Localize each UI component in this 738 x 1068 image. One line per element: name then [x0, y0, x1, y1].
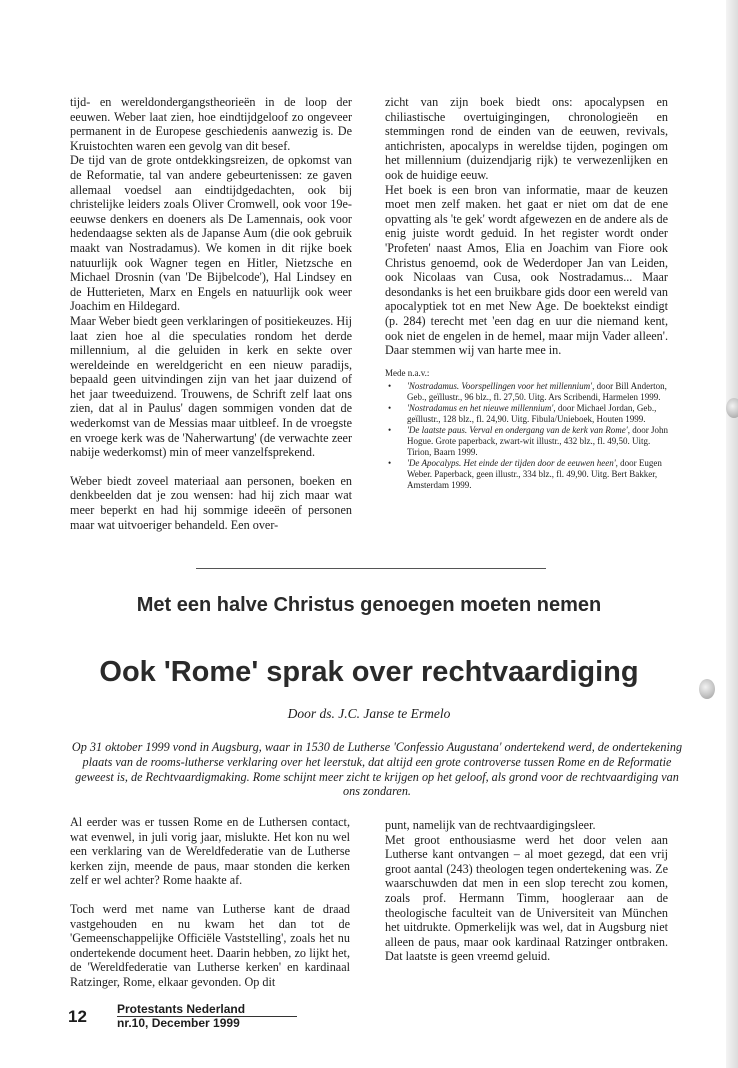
book-title: 'De laatste paus. Verval en ondergang van de kerk van Rome', [407, 424, 630, 435]
book-title: 'Nostradamus en het nieuwe millennium', [407, 402, 556, 413]
paragraph: zicht van zijn boek biedt ons: apocalypsen en chiliastische overtuigingingen, chronologieën en stemmingen rond de einden van de eeuwen, revivals, antichristen, apocalyps in wereldse tijden, pogingen om het millennium (duizendjarig rijk) te verwezenlijken en ook de huidige eeuw. [385, 95, 668, 182]
page-number: 12 [68, 1007, 87, 1026]
publication-name: Protestants Nederland [117, 1003, 297, 1017]
article-headline: Ook 'Rome' sprak over rechtvaardiging [99, 656, 639, 688]
page-edge-shadow [726, 0, 738, 1068]
book-item [385, 381, 668, 403]
book-title: 'Nostradamus. Voorspellingen voor het millennium', [407, 380, 595, 391]
article-lead: Op 31 oktober 1999 vond in Augsburg, waar in 1530 de Lutherse 'Confessio Augustana' ondertekend werd, de ondertekening plaats van de rooms-lutherse verklaring over het leerstuk, dat altijd een grote controverse tussen Rome en de Reformatie geweest is, de Rechtvaardigmaking. Rome schijnt meer zicht te krijgen op het geloof, als grond voor de rechtvaardiging van ons zondaren. [71, 740, 683, 799]
article-right-column [385, 818, 668, 964]
article-kicker: Met een halve Christus genoegen moeten nemen [136, 594, 602, 616]
paragraph: De tijd van de grote ontdekkingsreizen, de opkomst van de Reformatie, tal van andere gebeurtenissen: ze gaven allemaal voedsel aan eindtijdgedachten, ook bij christelijke leiders zoals Oliver Cromwell, ook voor 19e-eeuwse denkers en doeners als De Lamennais, ook voor hedendaagse sekten als de Japanse Aum (die ook gebruik maakt van Nostradamus). We komen in dit rijke boek natuurlijk ook Wagner tegen en Hitler, Nietzsche en Michael Drosnin (van 'De Bijbelcode'), Hal Lindsey en de Hutterieten, Marx en Engels en natuurlijk ook weer Joachim en Hildegard. [70, 153, 352, 314]
book-title: 'De Apocalyps. Het einde der tijden door de eeuwen heen', [407, 457, 618, 468]
book-details: door Eugen Weber. Paperback, geen illustr., 334 blz., fl. 49,90. Uitg. Bert Bakker, Amsterdam 1999. [407, 457, 662, 490]
punch-hole-upper [726, 398, 738, 418]
top-left-column [70, 95, 352, 532]
book-item [385, 458, 668, 491]
book-list [385, 381, 668, 491]
paragraph: Het boek is een bron van informatie, maar de keuzen moet men zelf maken. het gaat er niet om dat de ene opvatting als 'te gek' wordt afgewezen en de andere als de enig juiste wordt geduid. In het register wordt onder 'Profeten' naast Amos, Elia en Joachim van Fiore ook Christus genoemd, ook de Wederdoper Jan van Leiden, ook Nicolaas van Cusa, ook Nostradamus... Maar desondanks is het een bruikbare gids door een wereld van apocalyptiek tot en met New Age. De boektekst eindigt (p. 284) terecht met 'een dag en uur die niemand kent, ook niet de engelen in de hemel, maar mijn Vader alleen'. Daar stemmen wij van harte mee in. [385, 182, 668, 358]
book-details: door John Hogue. Grote paperback, zwart-wit illustr., 432 blz., fl. 49,50. Uitg. Tirion, Baarn 1999. [407, 424, 668, 457]
book-details: door Michael Jordan, Geb., geïllustr., 128 blz., fl. 24,90. Uitg. Fibula/Unieboek, Houten 1999. [407, 402, 657, 424]
paragraph: punt, namelijk van de rechtvaardigingsleer. [385, 818, 596, 832]
article-left-column [70, 815, 350, 990]
paragraph: Al eerder was er tussen Rome en de Luthersen contact, wat evenwel, in juli vorig jaar, mislukte. Het kon nu wel een verklaring van de Wereldfederatie van de Lutherse kerken zijn, meende de paus, maar stonden die kerken zelf er wel achter? Rome haakte af. [70, 815, 350, 888]
article-byline: Door ds. J.C. Janse te Ermelo [287, 706, 451, 721]
paragraph: tijd- en wereldondergangstheorieën in de loop der eeuwen. Weber laat zien, hoe eindtijdgeloof zo ongeveer permanent in de Europese geschiedenis aanwezig is. De Kruistochten waren een gevolg van dit besef. [70, 95, 352, 153]
book-item [385, 425, 668, 458]
book-details: door Bill Anderton, Geb., geïllustr., 96 blz., fl. 27,50. Uitg. Ars Scribendi, Harmelen 1999. [407, 380, 667, 402]
book-item [385, 403, 668, 425]
book-notes [385, 368, 668, 491]
notes-heading: Mede n.a.v.: [385, 367, 430, 378]
issue-info: nr.10, December 1999 [117, 1016, 240, 1030]
publication-footer [117, 1003, 297, 1030]
paragraph: Met groot enthousiasme werd het door velen aan Lutherse kant ontvangen – al moet gezegd, dat een vrij groot aantal (243) theologen tegen ondertekening was. Ze waarschuwden dat men in een slop terecht zou komen, zoals prof. Hermann Timm, hoogleraar aan de theologische faculteit van de Universiteit van München het uitdrukte. Opmerkelijk was wel, dat in Augsburg niet alleen de paus, maar ook kardinaal Ratzinger ontbraken. Dat laatste is geen vreemd geluid. [385, 832, 668, 964]
top-right-column [385, 95, 668, 491]
paragraph: Toch werd met name van Lutherse kant de draad vastgehouden en nu kwam het dan tot de 'Gemeenschappelijke Officiële Vaststelling', zoals het nu ondertekende document heet. Daarin hebben, zo lijkt het, de 'Wereldfederatie van Lutherse kerken' en kardinaal Ratzinger, Rome, elkaar gevonden. Op dit [70, 901, 350, 989]
section-divider [196, 568, 546, 569]
paragraph: Weber biedt zoveel materiaal aan personen, boeken en denkbeelden dat je zou wensen: had hij zich maar wat meer beperkt en had hij sommige ideeën of personen maar wat uitvoeriger behandeld. Een over- [70, 473, 352, 532]
paragraph: Maar Weber biedt geen verklaringen of positiekeuzes. Hij laat zien hoe al die speculaties rondom het derde millennium, al die geluiden in kerk en sekte over wereldeinde en wereldgericht en een nieuw paradijs, bepaald geen uitvindingen zijn van het jaar duizend of het jaar tweeduizend. Trouwens, de Schrift zelf laat ons zien, dat al in Paulus' dagen sommigen vonden dat de wederkomst van de Messias maar uitbleef. In de vroegste en vroege kerk was de 'Naherwartung' (de verwachte zeer nabije wederkomst) min of meer vanzelfsprekend. [70, 313, 352, 460]
